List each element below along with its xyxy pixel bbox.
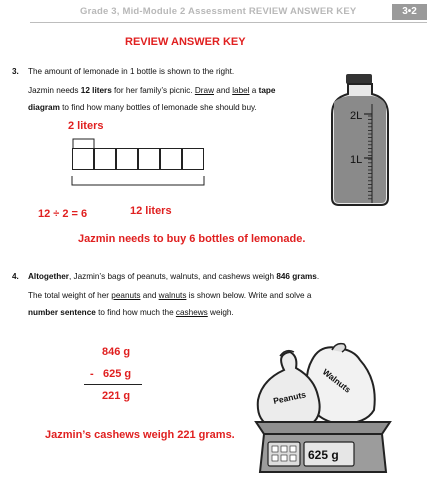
walnuts-label: Walnuts [320,366,353,395]
bottle-mark-2l: 2L [350,110,363,122]
problem-4-number: 4. [12,272,19,281]
scale-with-bags [250,338,410,478]
lemonade-bottle [328,72,392,208]
subtraction-operator: - [90,368,94,380]
subtraction-subtrahend: 625 g [103,368,132,380]
problem-4-line-2: The total weight of her peanuts and walnuts is shown below. Write and solve a [28,291,312,300]
scale-display: 625 g [308,448,339,462]
problem-3-line-3: diagram to find how many bottles of lemonade she should buy. [28,103,257,112]
peanuts-label: Peanuts [272,389,307,406]
tape-unit-1 [72,148,94,170]
subtraction-line [84,384,142,385]
subtraction-difference: 221 g [102,390,131,402]
tape-unit-5 [160,148,182,170]
problem-3-answer: Jazmin needs to buy 6 bottles of lemonade. [78,233,306,245]
header-title: Grade 3, Mid-Module 2 Assessment REVIEW ANSWER KEY [80,6,357,17]
problem-3-line-1: The amount of lemonade in 1 bottle is shown to the right. [28,67,235,76]
problem-4-line-3: number sentence to find how much the cashews weigh. [28,308,234,317]
tape-unit-label: 2 liters [68,120,104,132]
subtraction-minuend: 846 g [102,346,131,358]
tape-unit-4 [138,148,160,170]
problem-3-number: 3. [12,67,19,76]
division-equation: 12 ÷ 2 = 6 [38,208,88,220]
tape-unit-2 [94,148,116,170]
problem-3-line-2: Jazmin needs 12 liters for her family’s picnic. Draw and label a tape [28,86,276,95]
bottle-mark-1l: 1L [350,154,363,166]
answer-key-title: REVIEW ANSWER KEY [125,36,246,48]
tape-total-label: 12 liters [130,205,172,217]
problem-4-answer: Jazmin’s cashews weigh 221 grams. [45,429,235,441]
problem-4-line-1: Altogether, Jazmin’s bags of peanuts, walnuts, and cashews weigh 846 grams. [28,272,320,281]
module-badge: 3•2 [392,4,427,20]
tape-unit-3 [116,148,138,170]
tape-unit-6 [182,148,204,170]
